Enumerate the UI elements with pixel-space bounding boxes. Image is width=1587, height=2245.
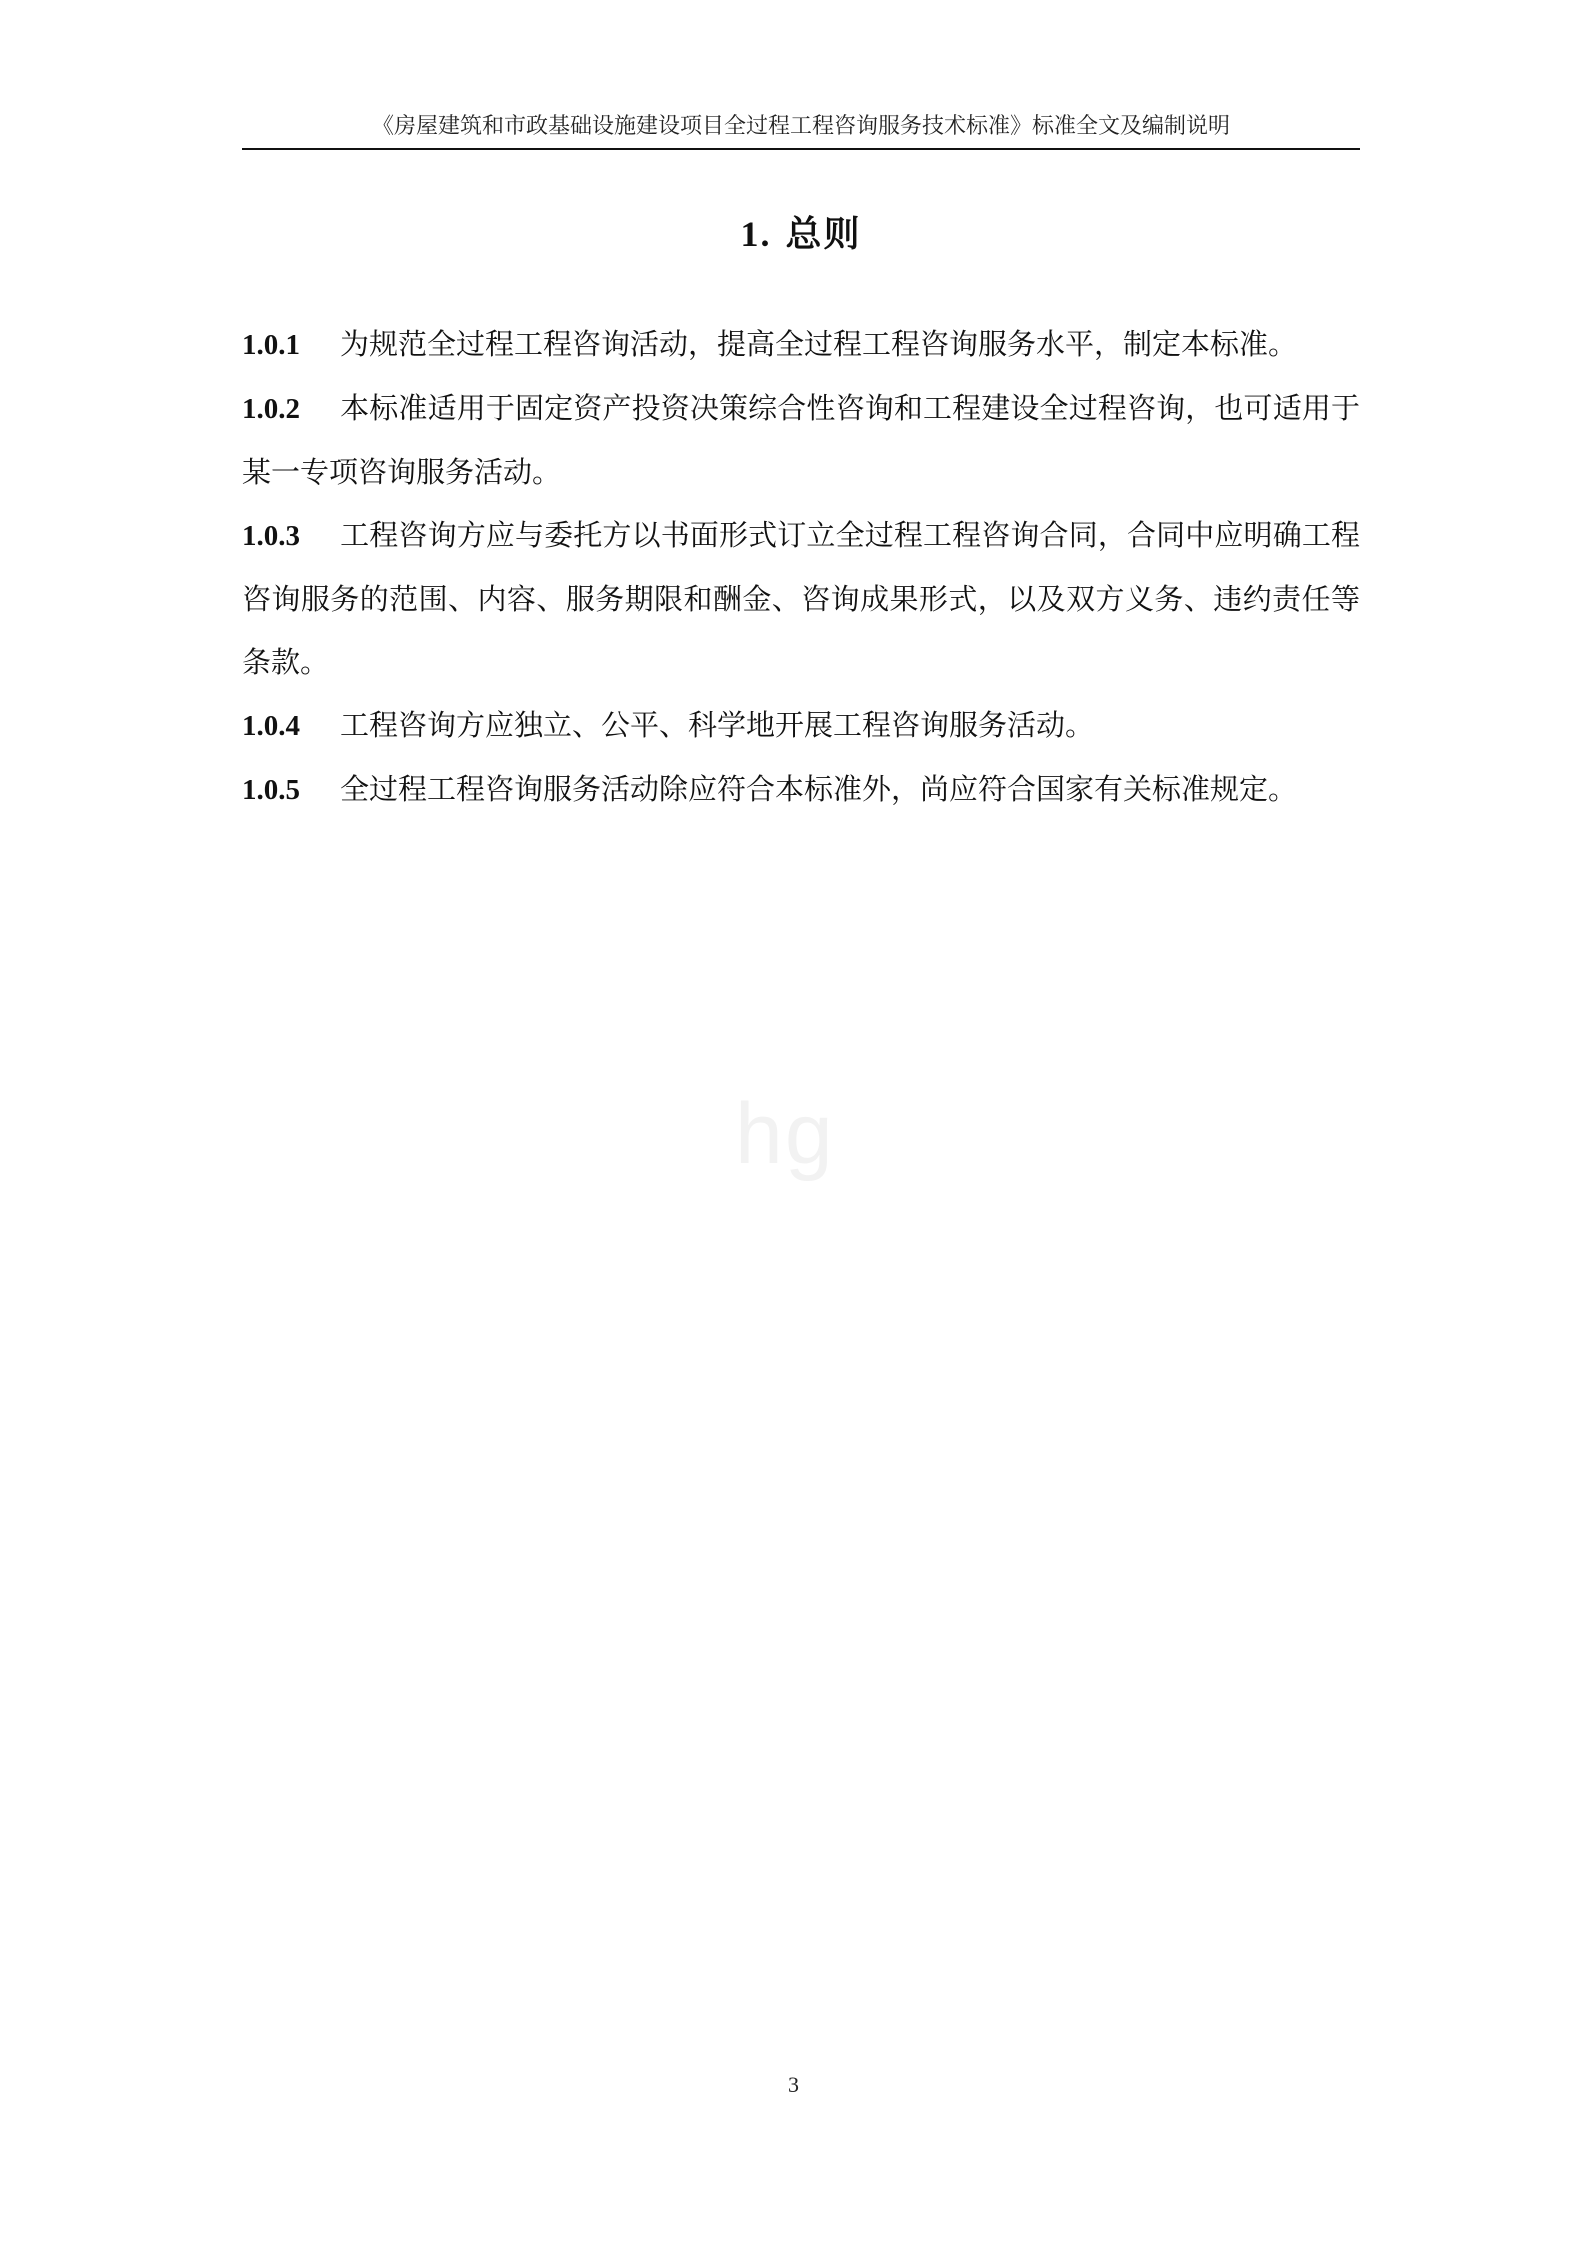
running-header: 《房屋建筑和市政基础设施建设项目全过程工程咨询服务技术标准》标准全文及编制说明 [371,114,1230,139]
clause-number: 1.0.1 [242,329,300,361]
chapter-number: 1. [740,214,772,254]
header-divider [242,148,1360,150]
clause-1-0-5 [242,758,1360,822]
clause-text: 工程咨询方应与委托方以书面形式订立全过程工程咨询合同，合同中应明确工程咨询服务的范围、内容、服务期限和酬金、咨询成果形式，以及双方义务、违约责任等条款。 [242,518,1360,679]
clause-text: 全过程工程咨询服务活动除应符合本标准外，尚应符合国家有关标准规定。 [340,772,1298,806]
clause-list [242,313,1360,822]
clause-number: 1.0.5 [242,774,300,806]
clause-1-0-1 [242,313,1360,377]
clause-text: 本标准适用于固定资产投资决策综合性咨询和工程建设全过程咨询，也可适用于某一专项咨询服务活动。 [242,391,1360,489]
clause-1-0-3 [242,504,1360,694]
chapter-title [242,210,1360,258]
clause-1-0-4 [242,694,1360,758]
chapter-title-text: 总则 [785,213,862,255]
page-number: 3 [788,2072,799,2097]
clause-text: 为规范全过程工程咨询活动，提高全过程工程咨询服务水平，制定本标准。 [340,327,1298,361]
clause-number: 1.0.3 [242,520,300,552]
watermark: hg [735,1086,835,1182]
clause-number: 1.0.4 [242,710,300,742]
clause-1-0-2 [242,377,1360,504]
clause-text: 工程咨询方应独立、公平、科学地开展工程咨询服务活动。 [340,708,1095,742]
clause-number: 1.0.2 [242,393,300,425]
